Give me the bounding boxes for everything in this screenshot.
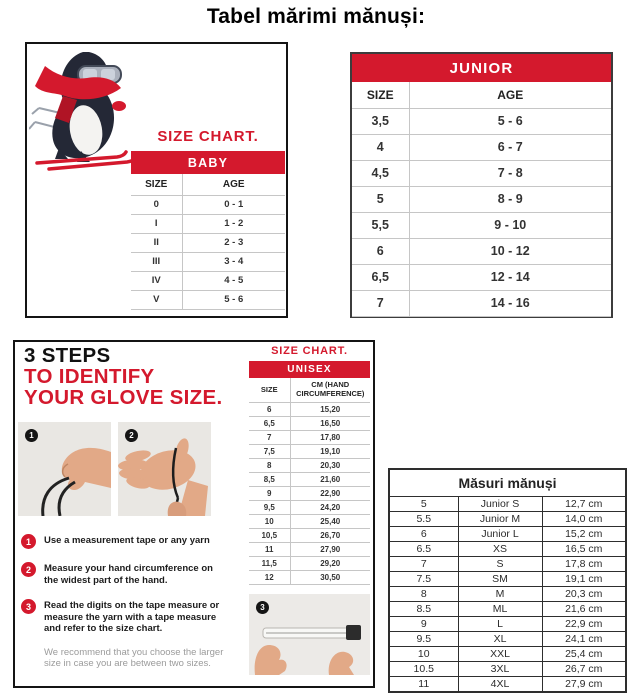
- table-cell: 27,90: [290, 542, 370, 556]
- table-cell: 8: [249, 458, 290, 472]
- glove-measurements-table: [388, 468, 627, 693]
- unisex-table-title: UNISEX: [249, 361, 370, 378]
- photo-badge-2: 2: [125, 429, 138, 442]
- table-row: [352, 160, 611, 186]
- table-cell: 21,60: [290, 472, 370, 486]
- table-cell: 16,5 cm: [542, 541, 626, 556]
- table-cell: 25,4 cm: [542, 646, 626, 661]
- table-cell: 5,5: [352, 212, 409, 238]
- table-header-row: [389, 469, 626, 496]
- table-row: [389, 616, 626, 631]
- table-cell: 9: [389, 616, 458, 631]
- table-row: [389, 661, 626, 676]
- table-cell: 22,9 cm: [542, 616, 626, 631]
- table-row: [352, 108, 611, 134]
- table-row: [389, 646, 626, 661]
- table-cell: 12 - 14: [409, 264, 611, 290]
- step-photo-wrap-hand: [118, 422, 211, 516]
- step-photo-tape-measure: [249, 594, 370, 675]
- table-row: [249, 570, 370, 584]
- step-item-2: [21, 561, 243, 586]
- table-cell: 4XL: [458, 676, 542, 692]
- step-item-1: [21, 533, 243, 549]
- table-cell: 6.5: [389, 541, 458, 556]
- step-photo-yarn: [18, 422, 111, 516]
- table-cell: V: [131, 290, 182, 309]
- table-cell: 20,30: [290, 458, 370, 472]
- table-row: [389, 676, 626, 692]
- table-cell: 8,5: [249, 472, 290, 486]
- steps-heading-line3: YOUR GLOVE SIZE.: [24, 386, 223, 409]
- table-cell: 0: [131, 195, 182, 214]
- table-row: [389, 511, 626, 526]
- table-row: [131, 195, 285, 214]
- table-cell: 17,80: [290, 430, 370, 444]
- steps-heading-line1: 3 STEPS: [24, 344, 111, 367]
- table-cell: 19,10: [290, 444, 370, 458]
- table-row: [249, 500, 370, 514]
- table-cell: 11: [389, 676, 458, 692]
- table-row: [389, 571, 626, 586]
- table-cell: 8 - 9: [409, 186, 611, 212]
- table-cell: 20,3 cm: [542, 586, 626, 601]
- step-number-badge: 1: [21, 534, 36, 549]
- size-chart-heading: SIZE CHART.: [157, 128, 259, 145]
- table-header-row: [249, 378, 370, 402]
- table-row: [249, 458, 370, 472]
- table-cell: 10 - 12: [409, 238, 611, 264]
- table-cell: IV: [131, 271, 182, 290]
- table-cell: 7: [352, 290, 409, 316]
- table-cell: 2 - 3: [182, 233, 285, 252]
- step-item-3: [21, 598, 243, 635]
- table-row: [249, 528, 370, 542]
- table-cell: 5 - 6: [409, 108, 611, 134]
- table-cell: Junior L: [458, 526, 542, 541]
- table-cell: M: [458, 586, 542, 601]
- table-cell: 9.5: [389, 631, 458, 646]
- table-row: [352, 238, 611, 264]
- table-row: [249, 486, 370, 500]
- column-header-size: SIZE: [352, 82, 409, 108]
- table-cell: 3,5: [352, 108, 409, 134]
- table-cell: 24,1 cm: [542, 631, 626, 646]
- table-cell: 4: [352, 134, 409, 160]
- table-row: [249, 416, 370, 430]
- junior-table-title: JUNIOR: [352, 54, 611, 82]
- column-header-age: AGE: [182, 174, 285, 195]
- step-text: Read the digits on the tape measure or measure the yarn with a tape measure and refer to the size chart.: [44, 600, 220, 634]
- step-text: Use a measurement tape or any yarn: [44, 535, 210, 546]
- table-cell: 7 - 8: [409, 160, 611, 186]
- table-row: [249, 542, 370, 556]
- photo-badge-3: 3: [256, 601, 269, 614]
- baby-table: [131, 151, 285, 310]
- table-cell: 10,5: [249, 528, 290, 542]
- table-row: [352, 290, 611, 316]
- table-cell: 21,6 cm: [542, 601, 626, 616]
- table-cell: 15,2 cm: [542, 526, 626, 541]
- table-row: [249, 472, 370, 486]
- table-row: [249, 444, 370, 458]
- table-cell: 3XL: [458, 661, 542, 676]
- table-cell: 16,50: [290, 416, 370, 430]
- table-cell: 6: [389, 526, 458, 541]
- table-cell: 29,20: [290, 556, 370, 570]
- table-cell: Junior S: [458, 496, 542, 511]
- table-row: [389, 496, 626, 511]
- table-cell: 10: [249, 514, 290, 528]
- table-cell: 0 - 1: [182, 195, 285, 214]
- table-cell: 3 - 4: [182, 252, 285, 271]
- step-text: Measure your hand circumference on the widest part of the hand.: [44, 563, 213, 586]
- table-banner-row: [249, 361, 370, 378]
- table-row: [352, 186, 611, 212]
- table-cell: 10: [389, 646, 458, 661]
- table-row: [249, 430, 370, 444]
- step-photos: [18, 422, 211, 516]
- table-row: [249, 514, 370, 528]
- table-cell: 11,5: [249, 556, 290, 570]
- table-row: [352, 264, 611, 290]
- table-cell: 4 - 5: [182, 271, 285, 290]
- table-cell: II: [131, 233, 182, 252]
- table-cell: 8: [389, 586, 458, 601]
- table-cell: 30,50: [290, 570, 370, 584]
- table-row: [352, 134, 611, 160]
- unisex-table: [249, 361, 370, 585]
- table-cell: 5: [389, 496, 458, 511]
- steps-heading-line2: TO IDENTIFY: [24, 365, 155, 388]
- table-cell: 9,5: [249, 500, 290, 514]
- table-row: [389, 631, 626, 646]
- junior-table: [352, 54, 611, 317]
- table-cell: ML: [458, 601, 542, 616]
- table-cell: XL: [458, 631, 542, 646]
- table-row: [389, 556, 626, 571]
- three-steps-panel: [13, 340, 375, 688]
- skiing-penguin-illustration: [29, 46, 139, 170]
- table-cell: SM: [458, 571, 542, 586]
- page-title: Tabel mărimi mănuși:: [206, 5, 426, 28]
- table-cell: 5: [352, 186, 409, 212]
- table-cell: 11: [249, 542, 290, 556]
- table-cell: 12,7 cm: [542, 496, 626, 511]
- measurements-table-title: Măsuri mănuși: [389, 469, 626, 496]
- steps-heading: [24, 345, 222, 408]
- table-cell: 10.5: [389, 661, 458, 676]
- table-banner-row: [352, 54, 611, 82]
- table-cell: 7: [389, 556, 458, 571]
- table-cell: 6 - 7: [409, 134, 611, 160]
- table-cell: 26,70: [290, 528, 370, 542]
- table-cell: 6,5: [352, 264, 409, 290]
- table-cell: S: [458, 556, 542, 571]
- recommendation-note: We recommend that you choose the larger size in case you are between two sizes.: [44, 646, 224, 669]
- table-row: [389, 601, 626, 616]
- table-cell: 7: [249, 430, 290, 444]
- table-row: [389, 586, 626, 601]
- column-header-age: AGE: [409, 82, 611, 108]
- table-row: [131, 214, 285, 233]
- table-cell: 14 - 16: [409, 290, 611, 316]
- table-cell: 26,7 cm: [542, 661, 626, 676]
- step-number-badge: 2: [21, 562, 36, 577]
- baby-table-title: BABY: [131, 151, 285, 174]
- step-number-badge: 3: [21, 599, 36, 614]
- table-cell: 15,20: [290, 402, 370, 416]
- table-row: [249, 556, 370, 570]
- table-cell: 6,5: [249, 416, 290, 430]
- table-cell: XS: [458, 541, 542, 556]
- table-cell: 17,8 cm: [542, 556, 626, 571]
- table-row: [131, 233, 285, 252]
- table-cell: 8.5: [389, 601, 458, 616]
- table-header-row: [352, 82, 611, 108]
- size-chart-heading: SIZE CHART.: [271, 345, 348, 357]
- column-header-size: SIZE: [131, 174, 182, 195]
- table-header-row: [131, 174, 285, 195]
- table-cell: 14,0 cm: [542, 511, 626, 526]
- table-cell: Junior M: [458, 511, 542, 526]
- table-row: [352, 212, 611, 238]
- table-cell: 24,20: [290, 500, 370, 514]
- table-cell: 9 - 10: [409, 212, 611, 238]
- table-row: [131, 271, 285, 290]
- column-header-size: SIZE: [249, 378, 290, 402]
- table-cell: 9: [249, 486, 290, 500]
- photo-badge-1: 1: [25, 429, 38, 442]
- table-cell: 19,1 cm: [542, 571, 626, 586]
- table-cell: 27,9 cm: [542, 676, 626, 692]
- table-cell: I: [131, 214, 182, 233]
- table-cell: III: [131, 252, 182, 271]
- table-cell: 7,5: [249, 444, 290, 458]
- table-cell: 7.5: [389, 571, 458, 586]
- table-row: [389, 526, 626, 541]
- table-cell: 22,90: [290, 486, 370, 500]
- table-row: [249, 402, 370, 416]
- table-cell: L: [458, 616, 542, 631]
- table-banner-row: [131, 151, 285, 174]
- table-row: [389, 541, 626, 556]
- table-cell: 12: [249, 570, 290, 584]
- table-cell: 5.5: [389, 511, 458, 526]
- table-cell: 4,5: [352, 160, 409, 186]
- table-cell: 5 - 6: [182, 290, 285, 309]
- table-row: [131, 252, 285, 271]
- junior-size-chart-panel: [350, 52, 613, 318]
- table-cell: XXL: [458, 646, 542, 661]
- table-cell: 1 - 2: [182, 214, 285, 233]
- table-cell: 25,40: [290, 514, 370, 528]
- table-row: [131, 290, 285, 309]
- steps-list: [21, 533, 243, 670]
- table-cell: 6: [249, 402, 290, 416]
- table-cell: 6: [352, 238, 409, 264]
- column-header-cm: CM (HAND CIRCUMFERENCE): [290, 378, 370, 402]
- baby-size-chart-panel: [25, 42, 288, 318]
